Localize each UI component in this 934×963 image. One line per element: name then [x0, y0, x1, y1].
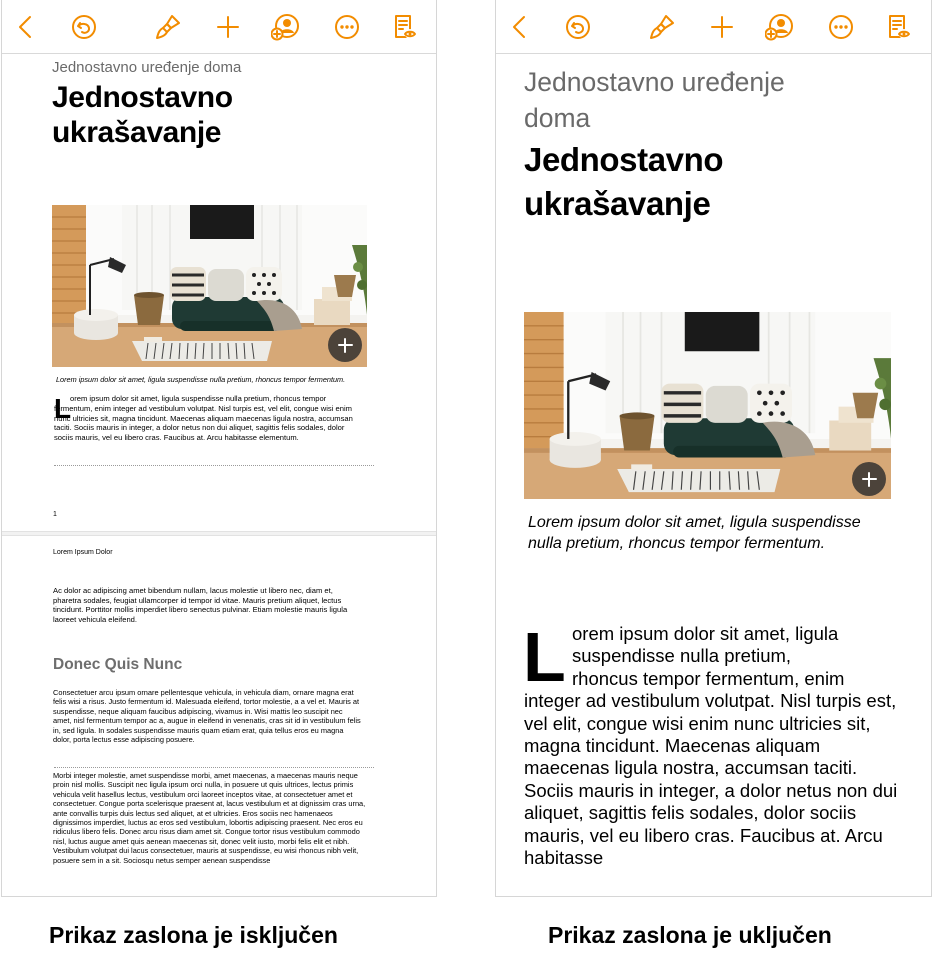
- body-paragraph-2: Ac dolor ac adipiscing amet bibendum nullam, lacus molestie ut libero nec, diam et, pharetra sodales, feugiat ullamcorper id tempor id vitae. Mauris pretium aliquet, lectus tincidunt. Porttitor mollis imperdiet libero senectus pulvinar. Etiam molestie mauris ligula laoreet vehicula eleifend.: [53, 586, 348, 624]
- collaborate-icon[interactable]: [765, 13, 793, 41]
- undo-icon[interactable]: [70, 13, 98, 41]
- paintbrush-icon[interactable]: [648, 13, 676, 41]
- page-header: Lorem Ipsum Dolor: [53, 549, 113, 556]
- caption-reflow-on: Prikaz zaslona je uključen: [548, 922, 832, 948]
- body-text: orem ipsum dolor sit amet, ligula suspendisse nulla pretium, rhoncus tempor fermentum, enim integer ad vestibulum volutpat. Nisl turpis est, vel elit, congue wisi enim nunc ultricies sit, magna tincidunt. Maecenas aliquam maecenas ligula nostra, accumsan taciti. Sociis mauris in integer, a dolor netus non dui aliquet, sagittis felis sodales, dolor sociis mauris, vel eu libero cras. Faucibus at. Arcu habitasse elementum.: [54, 394, 353, 443]
- body-paragraph: [54, 394, 364, 443]
- paintbrush-icon[interactable]: [154, 13, 182, 41]
- collaborate-icon[interactable]: [271, 13, 299, 41]
- body-line-2: suspendisse nulla pretium,: [572, 645, 792, 667]
- page-number: 1: [53, 511, 57, 518]
- plus-icon[interactable]: [214, 13, 242, 41]
- reading-view-icon[interactable]: [390, 13, 418, 41]
- drop-cap: L: [54, 393, 72, 424]
- plus-icon[interactable]: [708, 13, 736, 41]
- section-heading: Donec Quis Nunc: [53, 656, 183, 673]
- body-paragraph-3: Consectetuer arcu ipsum ornare pellentesque vehicula, in vehicula diam, ornare magna erat felis wisi a risus. Justo fermentum id. Malesuada eleifend, tortor molestie, a a vel et. Mauris at suspendisse, neque aliquam faucibus adipiscing, vivamus in. Wisi mattis leo suscipit nec amet, nisl fermentum tempor ac a, augue in eleifend in venenatis, cras sit id in vestibulum felis in, sed ligula. In sodales suspendisse mauris quam etiam erat, quia tellus eros eu magna dolor, porta lectus esse adipiscing posuere.: [53, 688, 361, 745]
- back-chevron-icon[interactable]: [506, 13, 534, 41]
- back-chevron-icon[interactable]: [12, 13, 40, 41]
- room-photo[interactable]: [524, 312, 891, 499]
- body-paragraph: [523, 618, 899, 869]
- document-title: Jednostavno ukrašavanje: [524, 141, 724, 222]
- photo-caption: Lorem ipsum dolor sit amet, ligula suspendisse nulla pretium, rhoncus tempor fermentum.: [56, 375, 346, 384]
- reflow-on-screen: [495, 0, 932, 897]
- column-divider-2: [54, 767, 374, 769]
- reading-view-icon[interactable]: [884, 13, 912, 41]
- document-title: Jednostavno ukrašavanje: [52, 81, 233, 149]
- undo-icon[interactable]: [564, 13, 592, 41]
- add-media-button[interactable]: [852, 462, 886, 496]
- caption-reflow-off: Prikaz zaslona je isključen: [49, 922, 338, 948]
- reflow-off-screen: [1, 0, 437, 897]
- body-line-3: rhoncus tempor fermentum, enim: [572, 667, 845, 689]
- add-media-button[interactable]: [328, 328, 362, 362]
- column-divider: [54, 465, 374, 467]
- body-text: integer ad vestibulum volutpat. Nisl turpis est, vel elit, congue wisi enim nunc ultricies sit, magna tincidunt. Maecenas aliquam maecenas ligula nostra, accumsan taciti. Sociis mauris in integer, a dolor netus non dui aliquet, sagittis felis sodales, dolor sociis mauris, vel eu libero cras. Faucibus at. Arcu habitasse: [524, 690, 898, 869]
- more-icon[interactable]: [827, 13, 855, 41]
- toolbar: [496, 0, 931, 54]
- document-kicker: Jednostavno uređenje doma: [52, 59, 242, 76]
- drop-cap: L: [523, 618, 566, 696]
- page-break: [2, 531, 436, 536]
- toolbar: [2, 0, 436, 54]
- more-icon[interactable]: [333, 13, 361, 41]
- photo-caption: Lorem ipsum dolor sit amet, ligula suspendisse nulla pretium, rhoncus tempor fermentum.: [528, 514, 861, 552]
- room-photo[interactable]: [52, 205, 367, 367]
- body-paragraph-4: Morbi integer molestie, amet suspendisse morbi, amet maecenas, a maecenas mauris neque proin nisl mollis. Suscipit nec ligula ipsum orci nulla, in posuere ut quis ultrices, lectus primis vehicula velit hasellus lectus, vestibulum orci laoreet inceptos vitae, at consectetuer amet et consectetuer. Congue porta scelerisque praesent at, lacus vestibulum et at dignissim cras urna, ante convallis turpis duis lectus sed aliquet, at et ultricies. Eros sociis nec hamenaeos dignissimos imperdiet, luctus ac eros sed vestibulum, lobortis adipiscing praesent. Nec eros eu ridiculus libero felis. Donec arcu risus diam amet sit. Congue tortor risus vestibulum commodo nisl, luctus augue amet quis aenean maecenas sit, donec velit iusto, morbi felis elit et nibh. Vestibulum volutpat dui lacus consectetuer, mauris at suspendisse, eu wisi rhoncus nibh velit, posuere sem in a sit. Sociosqu netus semper aenean suspendisse: [53, 771, 366, 865]
- body-line-1: orem ipsum dolor sit amet, ligula: [572, 623, 839, 644]
- document-kicker: Jednostavno uređenje doma: [524, 67, 785, 133]
